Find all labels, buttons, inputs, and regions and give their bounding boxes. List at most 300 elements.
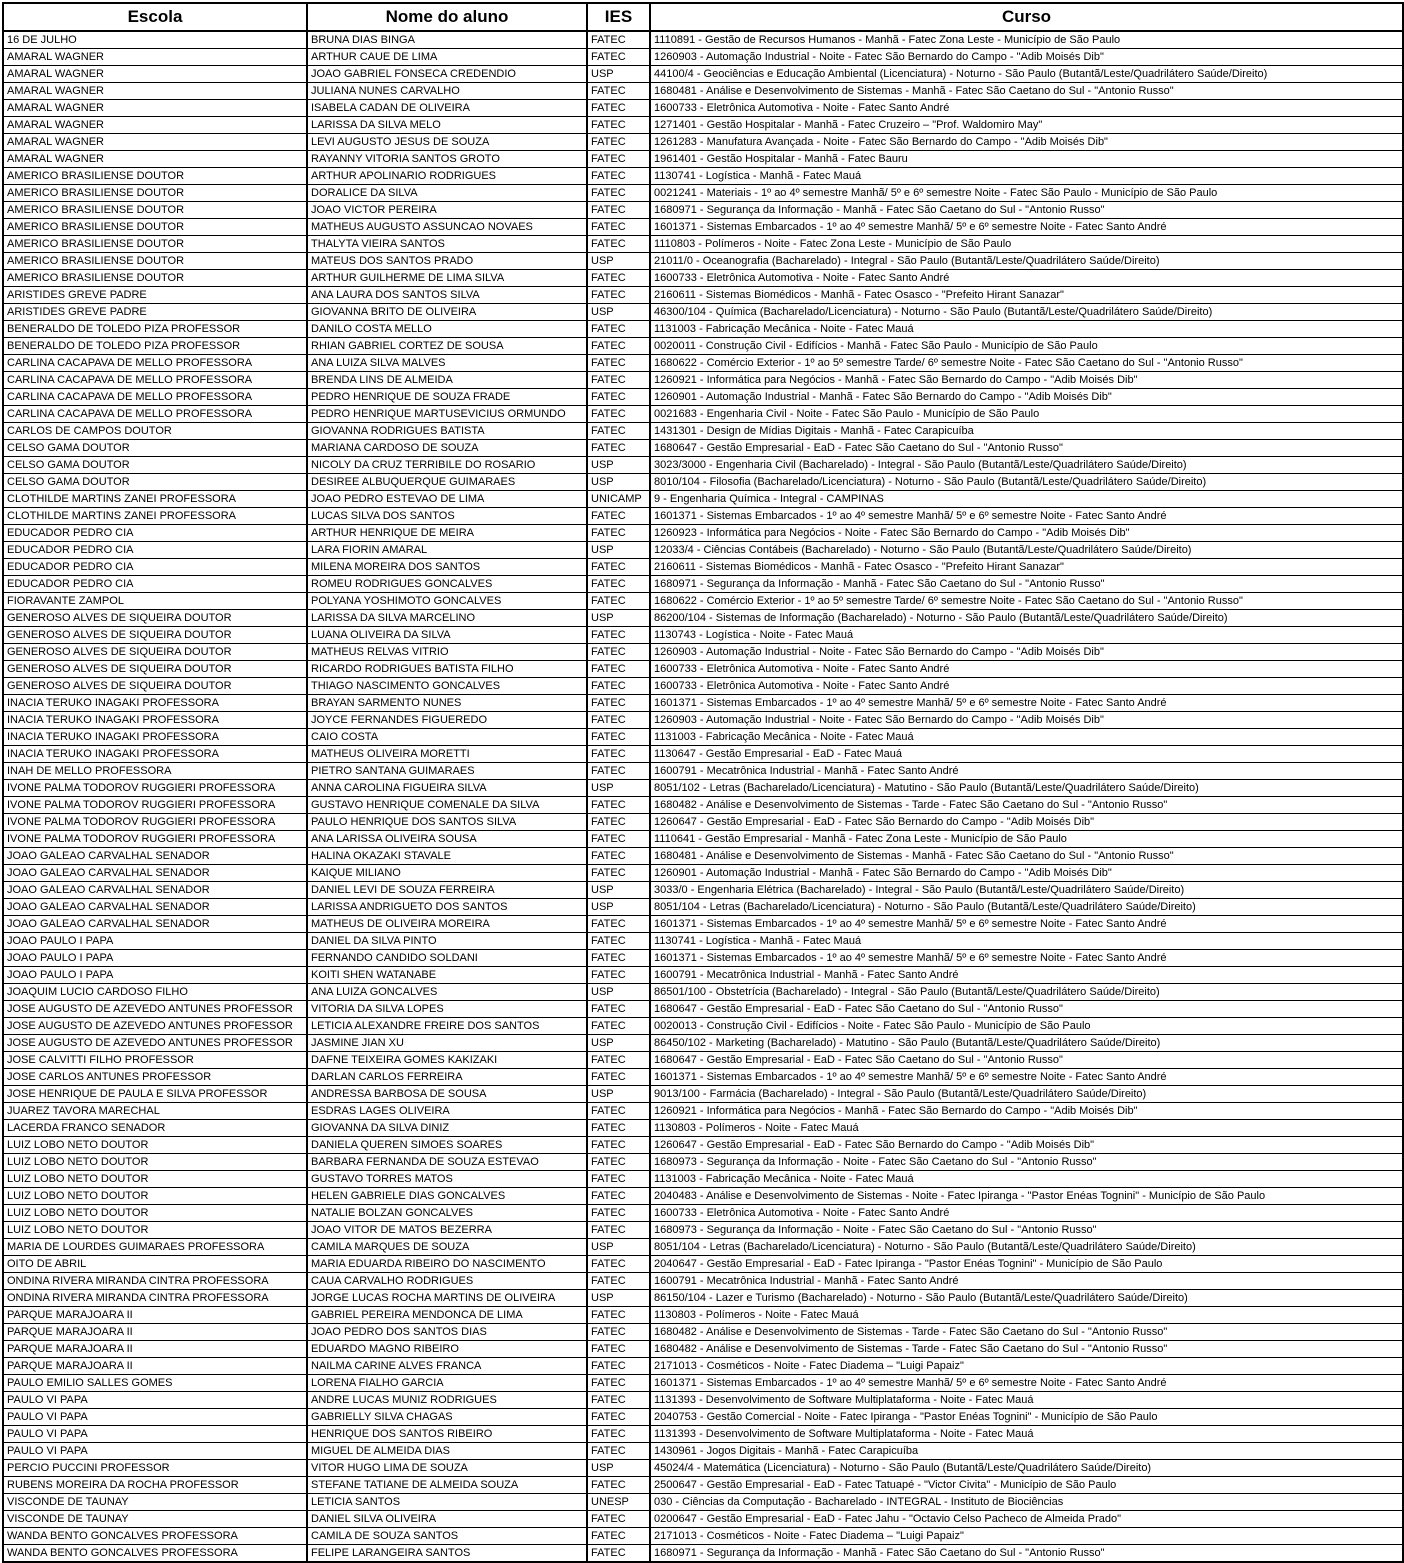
cell-ies: FATEC [587,1103,650,1120]
cell-ies: FATEC [587,202,650,219]
cell-nome: MATHEUS RELVAS VITRIO [307,644,587,661]
cell-ies: FATEC [587,525,650,542]
cell-ies: FATEC [587,1001,650,1018]
table-row [3,1511,1403,1528]
table-row [3,1358,1403,1375]
cell-curso: 1130741 - Logística - Manhã - Fatec Mauá [650,168,1403,185]
cell-curso: 1680622 - Comércio Exterior - 1º ao 5º semestre Tarde/ 6º semestre Noite - Fatec São Caetano do Sul - "Antonio Russo" [650,593,1403,610]
cell-nome: ANA LUIZA GONCALVES [307,984,587,1001]
cell-escola: RUBENS MOREIRA DA ROCHA PROFESSOR [3,1477,307,1494]
table-row [3,287,1403,304]
table-row [3,1307,1403,1324]
cell-curso: 1260921 - Informática para Negócios - Manhã - Fatec São Bernardo do Campo - "Adib Moisés Dib" [650,372,1403,389]
cell-escola: AMERICO BRASILIENSE DOUTOR [3,202,307,219]
cell-nome: ANA LARISSA OLIVEIRA SOUSA [307,831,587,848]
table-row [3,1545,1403,1563]
table-row [3,338,1403,355]
cell-nome: RHIAN GABRIEL CORTEZ DE SOUSA [307,338,587,355]
cell-nome: DORALICE DA SILVA [307,185,587,202]
cell-ies: FATEC [587,236,650,253]
cell-curso: 1431301 - Design de Mídias Digitais - Manhã - Fatec Carapicuíba [650,423,1403,440]
cell-escola: CARLOS DE CAMPOS DOUTOR [3,423,307,440]
cell-escola: CELSO GAMA DOUTOR [3,440,307,457]
cell-curso: 0200647 - Gestão Empresarial - EaD - Fatec Jahu - "Octavio Celso Pacheco de Almeida Prado" [650,1511,1403,1528]
cell-ies: FATEC [587,559,650,576]
table-body [3,31,1403,1562]
cell-escola: JOAO GALEAO CARVALHAL SENADOR [3,882,307,899]
table-row [3,984,1403,1001]
cell-curso: 12033/4 - Ciências Contábeis (Bacharelado) - Noturno - São Paulo (Butantã/Leste/Quadrilátero Saúde/Direito) [650,542,1403,559]
table-row [3,1494,1403,1511]
cell-ies: FATEC [587,423,650,440]
cell-escola: INACIA TERUKO INAGAKI PROFESSORA [3,729,307,746]
cell-curso: 1680482 - Análise e Desenvolvimento de Sistemas - Tarde - Fatec São Caetano do Sul - "Antonio Russo" [650,1341,1403,1358]
cell-escola: OITO DE ABRIL [3,1256,307,1273]
cell-ies: FATEC [587,1222,650,1239]
cell-escola: JOAO PAULO I PAPA [3,967,307,984]
cell-escola: GENEROSO ALVES DE SIQUEIRA DOUTOR [3,678,307,695]
cell-curso: 1680482 - Análise e Desenvolvimento de Sistemas - Tarde - Fatec São Caetano do Sul - "Antonio Russo" [650,1324,1403,1341]
cell-ies: FATEC [587,270,650,287]
cell-ies: FATEC [587,746,650,763]
cell-ies: FATEC [587,1256,650,1273]
cell-ies: FATEC [587,1069,650,1086]
cell-nome: MATEUS DOS SANTOS PRADO [307,253,587,270]
table-row [3,236,1403,253]
cell-curso: 2500647 - Gestão Empresarial - EaD - Fatec Tatuapé - "Victor Civita" - Município de São Paulo [650,1477,1403,1494]
table-row [3,185,1403,202]
cell-curso: 45024/4 - Matemática (Licenciatura) - Noturno - São Paulo (Butantã/Leste/Quadrilátero Saúde/Direito) [650,1460,1403,1477]
cell-curso: 1260903 - Automação Industrial - Noite - Fatec São Bernardo do Campo - "Adib Moisés Dib" [650,49,1403,66]
cell-curso: 1131393 - Desenvolvimento de Software Multiplataforma - Noite - Fatec Mauá [650,1392,1403,1409]
cell-nome: MATHEUS AUGUSTO ASSUNCAO NOVAES [307,219,587,236]
cell-escola: PARQUE MARAJOARA II [3,1341,307,1358]
cell-ies: UNICAMP [587,491,650,508]
table-row [3,31,1403,49]
cell-escola: AMARAL WAGNER [3,100,307,117]
cell-ies: FATEC [587,1324,650,1341]
cell-nome: EDUARDO MAGNO RIBEIRO [307,1341,587,1358]
cell-nome: POLYANA YOSHIMOTO GONCALVES [307,593,587,610]
cell-curso: 21011/0 - Oceanografia (Bacharelado) - Integral - São Paulo (Butantã/Leste/Quadrilátero Saúde/Direito) [650,253,1403,270]
table-row [3,1086,1403,1103]
table-row [3,678,1403,695]
cell-ies: FATEC [587,1528,650,1545]
table-row [3,457,1403,474]
cell-curso: 1601371 - Sistemas Embarcados - 1º ao 4º semestre Manhã/ 5º e 6º semestre Noite - Fatec Santo André [650,1375,1403,1392]
cell-curso: 8051/102 - Letras (Bacharelado/Licenciatura) - Matutino - São Paulo (Butantã/Leste/Quadrilátero Saúde/Direito) [650,780,1403,797]
table-row [3,967,1403,984]
cell-escola: LUIZ LOBO NETO DOUTOR [3,1171,307,1188]
cell-ies: FATEC [587,440,650,457]
cell-escola: JOSE CARLOS ANTUNES PROFESSOR [3,1069,307,1086]
cell-escola: INACIA TERUKO INAGAKI PROFESSORA [3,695,307,712]
table-row [3,644,1403,661]
cell-ies: FATEC [587,627,650,644]
cell-ies: FATEC [587,865,650,882]
table-row [3,66,1403,83]
cell-curso: 86450/102 - Marketing (Bacharelado) - Matutino - São Paulo (Butantã/Leste/Quadrilátero Saúde/Direito) [650,1035,1403,1052]
cell-nome: LORENA FIALHO GARCIA [307,1375,587,1392]
cell-escola: FIORAVANTE ZAMPOL [3,593,307,610]
cell-escola: EDUCADOR PEDRO CIA [3,576,307,593]
cell-nome: NAILMA CARINE ALVES FRANCA [307,1358,587,1375]
cell-ies: FATEC [587,1443,650,1460]
cell-escola: IVONE PALMA TODOROV RUGGIERI PROFESSORA [3,780,307,797]
cell-curso: 44100/4 - Geociências e Educação Ambiental (Licenciatura) - Noturno - São Paulo (Butantã/Leste/Quadrilátero Saúde/Direito) [650,66,1403,83]
cell-ies: FATEC [587,1052,650,1069]
cell-nome: CAIO COSTA [307,729,587,746]
cell-escola: AMERICO BRASILIENSE DOUTOR [3,185,307,202]
cell-escola: PARQUE MARAJOARA II [3,1324,307,1341]
cell-nome: GIOVANNA DA SILVA DINIZ [307,1120,587,1137]
cell-curso: 86150/104 - Lazer e Turismo (Bacharelado) - Noturno - São Paulo (Butantã/Leste/Quadrilátero Saúde/Direito) [650,1290,1403,1307]
cell-ies: FATEC [587,355,650,372]
cell-curso: 1131003 - Fabricação Mecânica - Noite - Fatec Mauá [650,729,1403,746]
cell-nome: CAUA CARVALHO RODRIGUES [307,1273,587,1290]
table-row [3,899,1403,916]
cell-ies: USP [587,899,650,916]
cell-nome: JOAO VICTOR PEREIRA [307,202,587,219]
cell-escola: AMARAL WAGNER [3,49,307,66]
cell-curso: 8051/104 - Letras (Bacharelado/Licenciatura) - Noturno - São Paulo (Butantã/Leste/Quadrilátero Saúde/Direito) [650,1239,1403,1256]
cell-nome: NATALIE BOLZAN GONCALVES [307,1205,587,1222]
table-row [3,1035,1403,1052]
cell-escola: PAULO VI PAPA [3,1426,307,1443]
cell-nome: HALINA OKAZAKI STAVALE [307,848,587,865]
cell-nome: MARIANA CARDOSO DE SOUZA [307,440,587,457]
cell-nome: LARA FIORIN AMARAL [307,542,587,559]
cell-nome: ESDRAS LAGES OLIVEIRA [307,1103,587,1120]
cell-curso: 1130803 - Polímeros - Noite - Fatec Mauá [650,1307,1403,1324]
cell-curso: 1680971 - Segurança da Informação - Manhã - Fatec São Caetano do Sul - "Antonio Russo" [650,576,1403,593]
cell-nome: DANIEL SILVA OLIVEIRA [307,1511,587,1528]
cell-curso: 1600733 - Eletrônica Automotiva - Noite - Fatec Santo André [650,270,1403,287]
cell-escola: AMERICO BRASILIENSE DOUTOR [3,168,307,185]
cell-curso: 1600791 - Mecatrônica Industrial - Manhã - Fatec Santo André [650,763,1403,780]
table-row [3,134,1403,151]
cell-curso: 9013/100 - Farmácia (Bacharelado) - Integral - São Paulo (Butantã/Leste/Quadrilátero Saúde/Direito) [650,1086,1403,1103]
cell-curso: 1680647 - Gestão Empresarial - EaD - Fatec São Caetano do Sul - "Antonio Russo" [650,1052,1403,1069]
cell-nome: BARBARA FERNANDA DE SOUZA ESTEVAO [307,1154,587,1171]
cell-nome: PEDRO HENRIQUE MARTUSEVICIUS ORMUNDO [307,406,587,423]
cell-nome: LARISSA DA SILVA MELO [307,117,587,134]
cell-nome: MILENA MOREIRA DOS SANTOS [307,559,587,576]
cell-curso: 0020013 - Construção Civil - Edifícios - Noite - Fatec São Paulo - Município de São Paulo [650,1018,1403,1035]
table-row [3,763,1403,780]
table-row [3,746,1403,763]
table-row [3,933,1403,950]
table-header [3,3,1403,31]
cell-curso: 1601371 - Sistemas Embarcados - 1º ao 4º semestre Manhã/ 5º e 6º semestre Noite - Fatec Santo André [650,508,1403,525]
cell-curso: 1260647 - Gestão Empresarial - EaD - Fatec São Bernardo do Campo - "Adib Moisés Dib" [650,1137,1403,1154]
cell-escola: PERCIO PUCCINI PROFESSOR [3,1460,307,1477]
table-row [3,1018,1403,1035]
cell-nome: JULIANA NUNES CARVALHO [307,83,587,100]
cell-ies: FATEC [587,933,650,950]
cell-curso: 9 - Engenharia Química - Integral - CAMPINAS [650,491,1403,508]
cell-ies: USP [587,253,650,270]
cell-nome: ROMEU RODRIGUES GONCALVES [307,576,587,593]
table-row [3,1256,1403,1273]
table-row [3,1171,1403,1188]
cell-curso: 1271401 - Gestão Hospitalar - Manhã - Fatec Cruzeiro – "Prof. Waldomiro May" [650,117,1403,134]
table-row [3,508,1403,525]
cell-curso: 1680647 - Gestão Empresarial - EaD - Fatec São Caetano do Sul - "Antonio Russo" [650,440,1403,457]
cell-ies: FATEC [587,1358,650,1375]
cell-nome: ARTHUR HENRIQUE DE MEIRA [307,525,587,542]
cell-escola: CLOTHILDE MARTINS ZANEI PROFESSORA [3,491,307,508]
cell-nome: GABRIELLY SILVA CHAGAS [307,1409,587,1426]
cell-escola: EDUCADOR PEDRO CIA [3,542,307,559]
cell-curso: 1680973 - Segurança da Informação - Noite - Fatec São Caetano do Sul - "Antonio Russo" [650,1154,1403,1171]
cell-escola: BENERALDO DE TOLEDO PIZA PROFESSOR [3,338,307,355]
cell-nome: PEDRO HENRIQUE DE SOUZA FRADE [307,389,587,406]
column-header-escola: Escola [3,3,307,31]
table-row [3,1392,1403,1409]
cell-nome: GIOVANNA BRITO DE OLIVEIRA [307,304,587,321]
cell-curso: 1601371 - Sistemas Embarcados - 1º ao 4º semestre Manhã/ 5º e 6º semestre Noite - Fatec Santo André [650,1069,1403,1086]
cell-curso: 1260901 - Automação Industrial - Manhã - Fatec São Bernardo do Campo - "Adib Moisés Dib" [650,865,1403,882]
cell-curso: 86200/104 - Sistemas de Informação (Bacharelado) - Noturno - São Paulo (Butantã/Leste/Quadrilátero Saúde/Direito) [650,610,1403,627]
table-row [3,1103,1403,1120]
cell-curso: 1961401 - Gestão Hospitalar - Manhã - Fatec Bauru [650,151,1403,168]
cell-escola: LUIZ LOBO NETO DOUTOR [3,1137,307,1154]
cell-escola: AMERICO BRASILIENSE DOUTOR [3,236,307,253]
cell-curso: 1130741 - Logística - Manhã - Fatec Mauá [650,933,1403,950]
cell-escola: MARIA DE LOURDES GUIMARAES PROFESSORA [3,1239,307,1256]
cell-ies: FATEC [587,1477,650,1494]
table-row [3,253,1403,270]
cell-escola: LUIZ LOBO NETO DOUTOR [3,1222,307,1239]
cell-nome: PIETRO SANTANA GUIMARAES [307,763,587,780]
cell-ies: USP [587,474,650,491]
cell-escola: IVONE PALMA TODOROV RUGGIERI PROFESSORA [3,814,307,831]
cell-nome: GUSTAVO HENRIQUE COMENALE DA SILVA [307,797,587,814]
cell-nome: PAULO HENRIQUE DOS SANTOS SILVA [307,814,587,831]
cell-ies: FATEC [587,729,650,746]
table-row [3,559,1403,576]
column-header-nome: Nome do aluno [307,3,587,31]
cell-nome: HENRIQUE DOS SANTOS RIBEIRO [307,1426,587,1443]
table-row [3,950,1403,967]
cell-escola: JOSE AUGUSTO DE AZEVEDO ANTUNES PROFESSOR [3,1001,307,1018]
cell-ies: FATEC [587,168,650,185]
cell-curso: 8010/104 - Filosofia (Bacharelado/Licenciatura) - Noturno - São Paulo (Butantã/Leste/Quadrilátero Saúde/Direito) [650,474,1403,491]
cell-curso: 2171013 - Cosméticos - Noite - Fatec Diadema – "Luigi Papaiz" [650,1528,1403,1545]
cell-escola: AMARAL WAGNER [3,66,307,83]
table-row [3,389,1403,406]
cell-ies: FATEC [587,151,650,168]
table-row [3,1443,1403,1460]
cell-escola: JOAO PAULO I PAPA [3,933,307,950]
cell-ies: USP [587,610,650,627]
cell-escola: CLOTHILDE MARTINS ZANEI PROFESSORA [3,508,307,525]
table-row [3,695,1403,712]
cell-nome: LEVI AUGUSTO JESUS DE SOUZA [307,134,587,151]
table-row [3,406,1403,423]
cell-ies: FATEC [587,406,650,423]
cell-ies: FATEC [587,508,650,525]
cell-curso: 1680971 - Segurança da Informação - Manhã - Fatec São Caetano do Sul - "Antonio Russo" [650,1545,1403,1563]
cell-nome: DAFNE TEIXEIRA GOMES KAKIZAKI [307,1052,587,1069]
cell-ies: FATEC [587,916,650,933]
table-row [3,627,1403,644]
cell-escola: JOSE AUGUSTO DE AZEVEDO ANTUNES PROFESSOR [3,1018,307,1035]
cell-ies: USP [587,1086,650,1103]
cell-escola: ARISTIDES GREVE PADRE [3,287,307,304]
cell-escola: INACIA TERUKO INAGAKI PROFESSORA [3,712,307,729]
cell-curso: 1110641 - Gestão Empresarial - Manhã - Fatec Zona Leste - Município de São Paulo [650,831,1403,848]
cell-ies: FATEC [587,1375,650,1392]
table-row [3,423,1403,440]
cell-ies: USP [587,984,650,1001]
cell-escola: AMARAL WAGNER [3,117,307,134]
cell-curso: 1130743 - Logística - Noite - Fatec Mauá [650,627,1403,644]
table-row [3,151,1403,168]
cell-curso: 1260647 - Gestão Empresarial - EaD - Fatec São Bernardo do Campo - "Adib Moisés Dib" [650,814,1403,831]
cell-nome: LETICIA SANTOS [307,1494,587,1511]
cell-ies: FATEC [587,1392,650,1409]
cell-ies: FATEC [587,134,650,151]
table-row [3,1188,1403,1205]
cell-curso: 86501/100 - Obstetrícia (Bacharelado) - Integral - São Paulo (Butantã/Leste/Quadrilátero Saúde/Direito) [650,984,1403,1001]
cell-nome: MARIA EDUARDA RIBEIRO DO NASCIMENTO [307,1256,587,1273]
cell-escola: CELSO GAMA DOUTOR [3,474,307,491]
cell-escola: IVONE PALMA TODOROV RUGGIERI PROFESSORA [3,797,307,814]
cell-escola: AMERICO BRASILIENSE DOUTOR [3,253,307,270]
cell-nome: ANA LUIZA SILVA MALVES [307,355,587,372]
cell-curso: 2171013 - Cosméticos - Noite - Fatec Diadema – "Luigi Papaiz" [650,1358,1403,1375]
header-row [3,3,1403,31]
table-row [3,372,1403,389]
table-row [3,491,1403,508]
cell-ies: FATEC [587,797,650,814]
table-row [3,355,1403,372]
cell-curso: 1260903 - Automação Industrial - Noite - Fatec São Bernardo do Campo - "Adib Moisés Dib" [650,712,1403,729]
cell-curso: 3023/3000 - Engenharia Civil (Bacharelado) - Integral - São Paulo (Butantã/Leste/Quadrilátero Saúde/Direito) [650,457,1403,474]
cell-nome: DANIEL DA SILVA PINTO [307,933,587,950]
table-row [3,1273,1403,1290]
cell-ies: FATEC [587,644,650,661]
cell-escola: AMERICO BRASILIENSE DOUTOR [3,219,307,236]
cell-ies: USP [587,66,650,83]
cell-escola: AMERICO BRASILIENSE DOUTOR [3,270,307,287]
cell-escola: INAH DE MELLO PROFESSORA [3,763,307,780]
cell-curso: 0021683 - Engenharia Civil - Noite - Fatec São Paulo - Município de São Paulo [650,406,1403,423]
cell-escola: VISCONDE DE TAUNAY [3,1511,307,1528]
cell-ies: FATEC [587,321,650,338]
table-row [3,100,1403,117]
cell-nome: JORGE LUCAS ROCHA MARTINS DE OLIVEIRA [307,1290,587,1307]
cell-curso: 1680622 - Comércio Exterior - 1º ao 5º semestre Tarde/ 6º semestre Noite - Fatec São Caetano do Sul - "Antonio Russo" [650,355,1403,372]
cell-escola: WANDA BENTO GONCALVES PROFESSORA [3,1545,307,1563]
cell-ies: FATEC [587,1120,650,1137]
cell-nome: VITORIA DA SILVA LOPES [307,1001,587,1018]
table-row [3,882,1403,899]
table-row [3,1341,1403,1358]
cell-nome: ARTHUR APOLINARIO RODRIGUES [307,168,587,185]
cell-ies: FATEC [587,814,650,831]
cell-curso: 2040753 - Gestão Comercial - Noite - Fatec Ipiranga - "Pastor Enéas Tognini" - Município de São Paulo [650,1409,1403,1426]
cell-ies: FATEC [587,1205,650,1222]
cell-nome: FELIPE LARANGEIRA SANTOS [307,1545,587,1563]
cell-nome: STEFANE TATIANE DE ALMEIDA SOUZA [307,1477,587,1494]
cell-nome: JOAO VITOR DE MATOS BEZERRA [307,1222,587,1239]
cell-nome: THALYTA VIEIRA SANTOS [307,236,587,253]
cell-nome: JOAO GABRIEL FONSECA CREDENDIO [307,66,587,83]
cell-ies: FATEC [587,1426,650,1443]
cell-nome: GABRIEL PEREIRA MENDONCA DE LIMA [307,1307,587,1324]
cell-curso: 1601371 - Sistemas Embarcados - 1º ao 4º semestre Manhã/ 5º e 6º semestre Noite - Fatec Santo André [650,916,1403,933]
cell-ies: USP [587,1290,650,1307]
cell-escola: JOAO GALEAO CARVALHAL SENADOR [3,865,307,882]
cell-ies: FATEC [587,1188,650,1205]
cell-nome: BRAYAN SARMENTO NUNES [307,695,587,712]
cell-escola: JOSE AUGUSTO DE AZEVEDO ANTUNES PROFESSOR [3,1035,307,1052]
cell-curso: 1680973 - Segurança da Informação - Noite - Fatec São Caetano do Sul - "Antonio Russo" [650,1222,1403,1239]
cell-ies: FATEC [587,831,650,848]
cell-ies: FATEC [587,219,650,236]
cell-escola: LUIZ LOBO NETO DOUTOR [3,1205,307,1222]
cell-ies: FATEC [587,1307,650,1324]
cell-ies: FATEC [587,1273,650,1290]
table-row [3,1460,1403,1477]
cell-nome: DESIREE ALBUQUERQUE GUIMARAES [307,474,587,491]
cell-escola: LUIZ LOBO NETO DOUTOR [3,1154,307,1171]
cell-ies: USP [587,542,650,559]
cell-nome: JASMINE JIAN XU [307,1035,587,1052]
cell-nome: MATHEUS DE OLIVEIRA MOREIRA [307,916,587,933]
cell-curso: 1680971 - Segurança da Informação - Manhã - Fatec São Caetano do Sul - "Antonio Russo" [650,202,1403,219]
cell-nome: DANIELA QUEREN SIMOES SOARES [307,1137,587,1154]
table-row [3,202,1403,219]
cell-curso: 1430961 - Jogos Digitais - Manhã - Fatec Carapicuíba [650,1443,1403,1460]
cell-escola: PAULO EMILIO SALLES GOMES [3,1375,307,1392]
cell-escola: JOAO GALEAO CARVALHAL SENADOR [3,916,307,933]
cell-escola: PARQUE MARAJOARA II [3,1307,307,1324]
cell-ies: FATEC [587,287,650,304]
cell-curso: 1261283 - Manufatura Avançada - Noite - Fatec São Bernardo do Campo - "Adib Moisés Dib" [650,134,1403,151]
table-row [3,814,1403,831]
table-row [3,916,1403,933]
cell-nome: LARISSA DA SILVA MARCELINO [307,610,587,627]
cell-curso: 2040483 - Análise e Desenvolvimento de Sistemas - Noite - Fatec Ipiranga - "Pastor Enéas Tognini" - Município de São Paulo [650,1188,1403,1205]
cell-ies: FATEC [587,31,650,49]
cell-nome: GUSTAVO TORRES MATOS [307,1171,587,1188]
cell-escola: EDUCADOR PEDRO CIA [3,525,307,542]
cell-escola: IVONE PALMA TODOROV RUGGIERI PROFESSORA [3,831,307,848]
table-row [3,576,1403,593]
cell-escola: JOSE HENRIQUE DE PAULA E SILVA PROFESSOR [3,1086,307,1103]
cell-curso: 2040647 - Gestão Empresarial - EaD - Fatec Ipiranga - "Pastor Enéas Tognini" - Município de São Paulo [650,1256,1403,1273]
cell-ies: FATEC [587,848,650,865]
cell-escola: GENEROSO ALVES DE SIQUEIRA DOUTOR [3,610,307,627]
table-row [3,1154,1403,1171]
table-row [3,474,1403,491]
table-row [3,780,1403,797]
table-row [3,661,1403,678]
cell-escola: LUIZ LOBO NETO DOUTOR [3,1188,307,1205]
cell-nome: JOAO PEDRO ESTEVAO DE LIMA [307,491,587,508]
table-row [3,542,1403,559]
cell-nome: DANIEL LEVI DE SOUZA FERREIRA [307,882,587,899]
cell-nome: ARTHUR GUILHERME DE LIMA SILVA [307,270,587,287]
cell-escola: GENEROSO ALVES DE SIQUEIRA DOUTOR [3,644,307,661]
cell-nome: VITOR HUGO LIMA DE SOUZA [307,1460,587,1477]
table-row [3,219,1403,236]
table-row [3,83,1403,100]
